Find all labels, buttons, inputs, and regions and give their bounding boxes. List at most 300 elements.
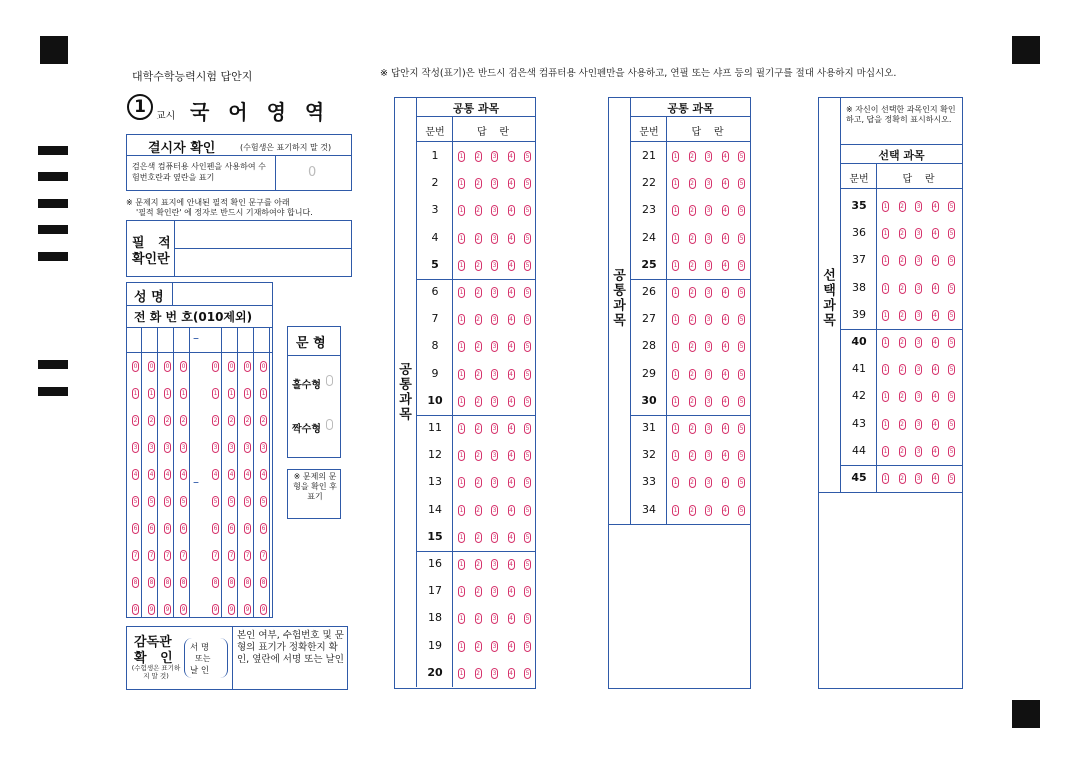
phone-digit-bubble[interactable]: 3	[245, 444, 250, 451]
answer-bubble[interactable]: 3	[706, 153, 711, 160]
phone-digit-bubble[interactable]: 6	[149, 525, 154, 532]
answer-bubble[interactable]: 2	[690, 397, 694, 405]
answer-bubble[interactable]: 1	[459, 153, 464, 160]
phone-digit-bubble[interactable]: 7	[181, 552, 186, 559]
answer-bubble[interactable]: 1	[883, 203, 888, 210]
phone-digit-bubble[interactable]: 2	[149, 417, 154, 424]
answer-bubble[interactable]: 1	[459, 370, 464, 378]
answer-bubble[interactable]: 3	[492, 561, 497, 568]
phone-digit-bubble[interactable]: 5	[213, 498, 218, 505]
answer-bubble[interactable]: 1	[883, 257, 888, 265]
answer-bubble[interactable]: 4	[509, 452, 513, 460]
answer-bubble[interactable]: 4	[509, 588, 513, 596]
answer-bubble[interactable]: 2	[900, 311, 904, 319]
phone-digit-bubble[interactable]: 3	[149, 444, 154, 451]
answer-bubble[interactable]: 4	[509, 533, 513, 541]
answer-bubble[interactable]: 1	[883, 311, 888, 319]
phone-digit-bubble[interactable]: 0	[165, 363, 170, 370]
phone-digit-bubble[interactable]: 9	[149, 606, 154, 613]
phone-digit-bubble[interactable]: 9	[181, 606, 186, 613]
answer-bubble[interactable]: 2	[690, 452, 694, 460]
answer-bubble[interactable]: 5	[739, 397, 744, 405]
answer-bubble[interactable]: 3	[706, 261, 711, 269]
phone-digit-bubble[interactable]: 1	[133, 390, 138, 397]
answer-bubble[interactable]: 3	[916, 257, 921, 265]
answer-bubble[interactable]: 3	[706, 180, 711, 188]
answer-bubble[interactable]: 1	[459, 669, 464, 677]
answer-bubble[interactable]: 2	[476, 452, 480, 460]
answer-bubble[interactable]: 1	[673, 506, 678, 514]
phone-digit-bubble[interactable]: 1	[261, 390, 266, 397]
answer-bubble[interactable]: 1	[673, 261, 678, 269]
answer-bubble[interactable]: 5	[949, 284, 954, 292]
answer-bubble[interactable]: 4	[509, 370, 513, 378]
phone-digit-bubble[interactable]: 1	[181, 390, 186, 397]
answer-bubble[interactable]: 4	[509, 180, 513, 188]
answer-bubble[interactable]: 3	[492, 207, 497, 215]
answer-bubble[interactable]: 2	[900, 257, 904, 265]
answer-bubble[interactable]: 2	[476, 343, 480, 351]
phone-digit-bubble[interactable]: 2	[245, 417, 250, 424]
answer-bubble[interactable]: 5	[525, 452, 530, 460]
phone-digit-bubble[interactable]: 1	[229, 390, 234, 397]
phone-digit-bubble[interactable]: 7	[149, 552, 154, 559]
phone-digit-bubble[interactable]: 7	[261, 552, 266, 559]
phone-digit-bubble[interactable]: 5	[133, 498, 138, 505]
answer-bubble[interactable]: 5	[949, 257, 954, 265]
phone-digit-bubble[interactable]: 6	[165, 525, 170, 532]
answer-bubble[interactable]: 3	[916, 311, 921, 319]
phone-digit-bubble[interactable]: 6	[213, 525, 218, 532]
answer-bubble[interactable]: 1	[459, 289, 464, 296]
answer-bubble[interactable]: 4	[509, 397, 513, 405]
answer-bubble[interactable]: 1	[459, 479, 464, 487]
phone-digit-bubble[interactable]: 5	[245, 498, 250, 505]
answer-bubble[interactable]: 2	[900, 475, 904, 482]
answer-bubble[interactable]: 5	[949, 393, 954, 401]
phone-digit-bubble[interactable]: 5	[165, 498, 170, 505]
answer-bubble[interactable]: 1	[673, 180, 678, 188]
answer-bubble[interactable]: 5	[949, 475, 954, 482]
answer-bubble[interactable]: 3	[492, 261, 497, 269]
answer-bubble[interactable]: 2	[476, 397, 480, 405]
answer-bubble[interactable]: 5	[525, 669, 530, 677]
phone-digit-bubble[interactable]: 6	[229, 525, 234, 532]
phone-digit-bubble[interactable]: 7	[229, 552, 234, 559]
phone-digit-bubble[interactable]: 8	[245, 579, 250, 586]
answer-bubble[interactable]: 5	[525, 316, 530, 324]
answer-bubble[interactable]: 1	[673, 479, 678, 487]
phone-digit-bubble[interactable]: 6	[261, 525, 266, 532]
answer-bubble[interactable]: 3	[706, 506, 711, 514]
answer-bubble[interactable]: 1	[673, 452, 678, 460]
answer-bubble[interactable]: 4	[723, 261, 727, 269]
answer-bubble[interactable]: 5	[525, 234, 530, 242]
answer-bubble[interactable]: 3	[492, 425, 497, 432]
answer-bubble[interactable]: 3	[492, 343, 497, 351]
phone-digit-bubble[interactable]: 0	[229, 363, 234, 370]
answer-bubble[interactable]: 1	[673, 153, 678, 160]
answer-bubble[interactable]: 2	[690, 479, 694, 487]
answer-bubble[interactable]: 2	[476, 425, 480, 432]
phone-digit-bubble[interactable]: 7	[213, 552, 218, 559]
answer-bubble[interactable]: 5	[525, 588, 530, 596]
answer-bubble[interactable]: 5	[739, 316, 744, 324]
answer-bubble[interactable]: 1	[673, 207, 678, 215]
answer-bubble[interactable]: 1	[459, 316, 464, 324]
answer-bubble[interactable]: 2	[690, 316, 694, 324]
phone-digit-bubble[interactable]: 9	[165, 606, 170, 613]
answer-bubble[interactable]: 3	[492, 234, 497, 242]
answer-bubble[interactable]: 1	[883, 366, 888, 374]
answer-bubble[interactable]: 1	[459, 425, 464, 432]
phone-digit-bubble[interactable]: 2	[213, 417, 218, 424]
answer-bubble[interactable]: 3	[916, 230, 921, 238]
answer-bubble[interactable]: 2	[690, 207, 694, 215]
answer-bubble[interactable]: 5	[739, 153, 744, 160]
answer-bubble[interactable]: 5	[739, 370, 744, 378]
answer-bubble[interactable]: 4	[509, 234, 513, 242]
answer-bubble[interactable]: 3	[492, 479, 497, 487]
answer-bubble[interactable]: 4	[723, 397, 727, 405]
answer-bubble[interactable]: 5	[739, 425, 744, 432]
answer-bubble[interactable]: 4	[509, 615, 513, 623]
answer-bubble[interactable]: 4	[933, 420, 937, 428]
phone-digit-bubble[interactable]: 0	[245, 363, 250, 370]
answer-bubble[interactable]: 2	[476, 316, 480, 324]
answer-bubble[interactable]: 3	[916, 339, 921, 346]
answer-bubble[interactable]: 5	[525, 343, 530, 351]
answer-bubble[interactable]: 1	[459, 234, 464, 242]
answer-bubble[interactable]: 1	[459, 180, 464, 188]
answer-bubble[interactable]: 4	[723, 506, 727, 514]
answer-bubble[interactable]: 3	[492, 397, 497, 405]
phone-digit-bubble[interactable]: 8	[149, 579, 154, 586]
answer-bubble[interactable]: 1	[673, 425, 678, 432]
answer-bubble[interactable]: 3	[706, 316, 711, 324]
phone-digit-bubble[interactable]: 5	[181, 498, 186, 505]
answer-bubble[interactable]: 2	[900, 284, 904, 292]
answer-bubble[interactable]: 5	[739, 343, 744, 351]
answer-bubble[interactable]: 4	[509, 506, 513, 514]
answer-bubble[interactable]: 3	[492, 588, 497, 596]
answer-bubble[interactable]: 3	[706, 452, 711, 460]
phone-digit-bubble[interactable]: 2	[229, 417, 234, 424]
answer-bubble[interactable]: 3	[706, 234, 711, 242]
answer-bubble[interactable]: 1	[673, 316, 678, 324]
phone-digit-bubble[interactable]: 2	[181, 417, 186, 424]
phone-digit-bubble[interactable]: 2	[133, 417, 138, 424]
answer-bubble[interactable]: 2	[900, 230, 904, 238]
answer-bubble[interactable]: 1	[459, 506, 464, 514]
answer-bubble[interactable]: 2	[900, 393, 904, 401]
phone-digit-bubble[interactable]: 4	[261, 471, 266, 478]
phone-digit-bubble[interactable]: 5	[149, 498, 154, 505]
answer-bubble[interactable]: 4	[933, 203, 937, 210]
answer-bubble[interactable]: 4	[509, 479, 513, 487]
answer-bubble[interactable]: 3	[916, 203, 921, 210]
answer-bubble[interactable]: 5	[949, 203, 954, 210]
answer-bubble[interactable]: 3	[706, 207, 711, 215]
answer-bubble[interactable]: 5	[525, 370, 530, 378]
answer-bubble[interactable]: 1	[883, 475, 888, 482]
answer-bubble[interactable]: 4	[933, 447, 937, 455]
phone-digit-bubble[interactable]: 3	[261, 444, 266, 451]
phone-digit-bubble[interactable]: 4	[149, 471, 154, 478]
answer-bubble[interactable]: 5	[739, 180, 744, 188]
answer-bubble[interactable]: 1	[459, 642, 464, 650]
answer-bubble[interactable]: 2	[476, 207, 480, 215]
answer-bubble[interactable]: 2	[476, 533, 480, 541]
answer-bubble[interactable]: 1	[459, 343, 464, 351]
answer-bubble[interactable]: 5	[739, 506, 744, 514]
answer-bubble[interactable]: 2	[690, 425, 694, 432]
answer-bubble[interactable]: 4	[723, 452, 727, 460]
answer-bubble[interactable]: 1	[673, 234, 678, 242]
handwriting-input[interactable]	[178, 224, 348, 246]
answer-bubble[interactable]: 4	[509, 289, 513, 296]
answer-bubble[interactable]: 5	[739, 289, 744, 296]
answer-bubble[interactable]: 4	[933, 366, 937, 374]
phone-digit-bubble[interactable]: 9	[213, 606, 218, 613]
answer-bubble[interactable]: 4	[723, 153, 727, 160]
phone-digit-bubble[interactable]: 7	[133, 552, 138, 559]
phone-digit-bubble[interactable]: 1	[165, 390, 170, 397]
answer-bubble[interactable]: 3	[492, 669, 497, 677]
answer-bubble[interactable]: 3	[706, 343, 711, 351]
answer-bubble[interactable]: 1	[883, 230, 888, 238]
answer-bubble[interactable]: 5	[739, 479, 744, 487]
phone-digit-bubble[interactable]: 1	[149, 390, 154, 397]
answer-bubble[interactable]: 4	[933, 339, 937, 346]
phone-digit-bubble[interactable]: 0	[133, 363, 138, 370]
answer-bubble[interactable]: 1	[459, 533, 464, 541]
answer-bubble[interactable]: 4	[933, 257, 937, 265]
answer-bubble[interactable]: 3	[492, 289, 497, 296]
answer-bubble[interactable]: 2	[476, 615, 480, 623]
answer-bubble[interactable]: 2	[900, 203, 904, 210]
answer-bubble[interactable]: 5	[525, 533, 530, 541]
answer-bubble[interactable]: 2	[690, 180, 694, 188]
answer-bubble[interactable]: 3	[916, 393, 921, 401]
answer-bubble[interactable]: 3	[492, 533, 497, 541]
answer-bubble[interactable]: 2	[476, 506, 480, 514]
answer-bubble[interactable]: 5	[525, 207, 530, 215]
phone-digit-bubble[interactable]: 9	[229, 606, 234, 613]
answer-bubble[interactable]: 2	[476, 370, 480, 378]
answer-bubble[interactable]: 5	[525, 615, 530, 623]
answer-bubble[interactable]: 1	[459, 452, 464, 460]
answer-bubble[interactable]: 4	[933, 475, 937, 482]
answer-bubble[interactable]: 2	[900, 420, 904, 428]
answer-bubble[interactable]: 2	[476, 180, 480, 188]
answer-bubble[interactable]: 5	[739, 261, 744, 269]
answer-bubble[interactable]: 1	[673, 397, 678, 405]
answer-bubble[interactable]: 4	[723, 343, 727, 351]
answer-bubble[interactable]: 1	[883, 447, 888, 455]
answer-bubble[interactable]: 1	[883, 393, 888, 401]
answer-bubble[interactable]: 3	[916, 447, 921, 455]
answer-bubble[interactable]: 2	[476, 642, 480, 650]
answer-bubble[interactable]: 4	[509, 153, 513, 160]
phone-digit-bubble[interactable]: 2	[261, 417, 266, 424]
answer-bubble[interactable]: 2	[690, 370, 694, 378]
answer-bubble[interactable]: 2	[476, 289, 480, 296]
answer-bubble[interactable]: 4	[509, 669, 513, 677]
answer-bubble[interactable]: 1	[459, 561, 464, 568]
answer-bubble[interactable]: 4	[723, 479, 727, 487]
answer-bubble[interactable]: 5	[525, 289, 530, 296]
answer-bubble[interactable]: 3	[492, 153, 497, 160]
answer-bubble[interactable]: 5	[525, 397, 530, 405]
answer-bubble[interactable]: 3	[916, 366, 921, 374]
answer-bubble[interactable]: 4	[509, 343, 513, 351]
answer-bubble[interactable]: 2	[476, 234, 480, 242]
answer-bubble[interactable]: 4	[723, 234, 727, 242]
answer-bubble[interactable]: 5	[949, 420, 954, 428]
phone-digit-bubble[interactable]: 0	[213, 363, 218, 370]
phone-digit-bubble[interactable]: 6	[245, 525, 250, 532]
answer-bubble[interactable]: 1	[459, 261, 464, 269]
answer-bubble[interactable]: 2	[690, 234, 694, 242]
answer-bubble[interactable]: 2	[690, 153, 694, 160]
phone-digit-bubble[interactable]: 7	[245, 552, 250, 559]
answer-bubble[interactable]: 4	[509, 207, 513, 215]
answer-bubble[interactable]: 5	[739, 207, 744, 215]
phone-digit-bubble[interactable]: 8	[213, 579, 218, 586]
answer-bubble[interactable]: 3	[706, 370, 711, 378]
answer-bubble[interactable]: 4	[723, 316, 727, 324]
answer-bubble[interactable]: 5	[949, 339, 954, 346]
answer-bubble[interactable]: 3	[492, 180, 497, 188]
answer-bubble[interactable]: 2	[900, 366, 904, 374]
answer-bubble[interactable]: 1	[459, 588, 464, 596]
answer-bubble[interactable]: 1	[673, 370, 678, 378]
answer-bubble[interactable]: 5	[949, 311, 954, 319]
phone-digit-bubble[interactable]: 3	[181, 444, 186, 451]
answer-bubble[interactable]: 4	[933, 284, 937, 292]
phone-digit-bubble[interactable]: 1	[245, 390, 250, 397]
phone-digit-bubble[interactable]: 0	[149, 363, 154, 370]
answer-bubble[interactable]: 1	[883, 339, 888, 346]
answer-bubble[interactable]: 2	[476, 669, 480, 677]
answer-bubble[interactable]: 3	[706, 289, 711, 296]
phone-digit-bubble[interactable]: 8	[133, 579, 138, 586]
answer-bubble[interactable]: 5	[525, 153, 530, 160]
answer-bubble[interactable]: 1	[883, 284, 888, 292]
answer-bubble[interactable]: 1	[459, 207, 464, 215]
answer-bubble[interactable]: 4	[723, 289, 727, 296]
answer-bubble[interactable]: 5	[525, 425, 530, 432]
name-input[interactable]	[176, 285, 270, 303]
phone-digit-bubble[interactable]: 3	[213, 444, 218, 451]
answer-bubble[interactable]: 3	[492, 506, 497, 514]
answer-bubble[interactable]: 1	[459, 615, 464, 623]
answer-bubble[interactable]: 4	[723, 370, 727, 378]
answer-bubble[interactable]: 2	[690, 506, 694, 514]
answer-bubble[interactable]: 2	[690, 343, 694, 351]
odd-form-bubble[interactable]	[326, 375, 333, 386]
answer-bubble[interactable]: 4	[509, 425, 513, 432]
phone-digit-bubble[interactable]: 3	[165, 444, 170, 451]
answer-bubble[interactable]: 4	[723, 180, 727, 188]
answer-bubble[interactable]: 4	[509, 561, 513, 568]
absence-mark-bubble[interactable]: 0	[308, 165, 317, 180]
phone-digit-bubble[interactable]: 2	[165, 417, 170, 424]
answer-bubble[interactable]: 1	[883, 420, 888, 428]
phone-digit-bubble[interactable]: 9	[133, 606, 138, 613]
phone-digit-bubble[interactable]: 4	[133, 471, 138, 478]
phone-digit-bubble[interactable]: 4	[245, 471, 250, 478]
answer-bubble[interactable]: 4	[509, 261, 513, 269]
phone-digit-bubble[interactable]: 7	[165, 552, 170, 559]
answer-bubble[interactable]: 3	[916, 284, 921, 292]
answer-bubble[interactable]: 2	[476, 588, 480, 596]
answer-bubble[interactable]: 5	[525, 561, 530, 568]
answer-bubble[interactable]: 2	[476, 561, 480, 568]
phone-digit-bubble[interactable]: 9	[261, 606, 266, 613]
answer-bubble[interactable]: 3	[492, 316, 497, 324]
answer-bubble[interactable]: 3	[916, 475, 921, 482]
answer-bubble[interactable]: 4	[933, 311, 937, 319]
answer-bubble[interactable]: 2	[900, 447, 904, 455]
answer-bubble[interactable]: 5	[525, 506, 530, 514]
answer-bubble[interactable]: 2	[690, 261, 694, 269]
answer-bubble[interactable]: 4	[723, 425, 727, 432]
phone-digit-bubble[interactable]: 5	[261, 498, 266, 505]
even-form-bubble[interactable]	[326, 419, 333, 430]
answer-bubble[interactable]: 1	[673, 343, 678, 351]
phone-digit-bubble[interactable]: 4	[165, 471, 170, 478]
answer-bubble[interactable]: 1	[673, 289, 678, 296]
phone-digit-bubble[interactable]: 8	[261, 579, 266, 586]
answer-bubble[interactable]: 5	[739, 452, 744, 460]
answer-bubble[interactable]: 4	[723, 207, 727, 215]
answer-bubble[interactable]: 3	[492, 370, 497, 378]
answer-bubble[interactable]: 5	[949, 230, 954, 238]
phone-digit-bubble[interactable]: 1	[213, 390, 218, 397]
answer-bubble[interactable]: 3	[706, 397, 711, 405]
answer-bubble[interactable]: 4	[509, 316, 513, 324]
phone-digit-bubble[interactable]: 8	[165, 579, 170, 586]
phone-digit-bubble[interactable]: 8	[181, 579, 186, 586]
phone-digit-bubble[interactable]: 4	[181, 471, 186, 478]
answer-bubble[interactable]: 5	[949, 447, 954, 455]
answer-bubble[interactable]: 5	[739, 234, 744, 242]
answer-bubble[interactable]: 4	[933, 393, 937, 401]
answer-bubble[interactable]: 2	[900, 339, 904, 346]
answer-bubble[interactable]: 2	[476, 261, 480, 269]
answer-bubble[interactable]: 5	[525, 261, 530, 269]
answer-bubble[interactable]: 3	[492, 642, 497, 650]
answer-bubble[interactable]: 2	[476, 153, 480, 160]
answer-bubble[interactable]: 3	[916, 420, 921, 428]
phone-digit-bubble[interactable]: 3	[229, 444, 234, 451]
phone-digit-bubble[interactable]: 0	[261, 363, 266, 370]
answer-bubble[interactable]: 2	[690, 289, 694, 296]
answer-bubble[interactable]: 5	[949, 366, 954, 374]
phone-digit-bubble[interactable]: 0	[181, 363, 186, 370]
answer-bubble[interactable]: 3	[706, 479, 711, 487]
phone-digit-bubble[interactable]: 6	[133, 525, 138, 532]
answer-bubble[interactable]: 4	[933, 230, 937, 238]
answer-bubble[interactable]: 4	[509, 642, 513, 650]
phone-digit-bubble[interactable]: 3	[133, 444, 138, 451]
phone-digit-bubble[interactable]: 9	[245, 606, 250, 613]
phone-digit-bubble[interactable]: 6	[181, 525, 186, 532]
phone-digit-bubble[interactable]: 5	[229, 498, 234, 505]
answer-bubble[interactable]: 5	[525, 180, 530, 188]
